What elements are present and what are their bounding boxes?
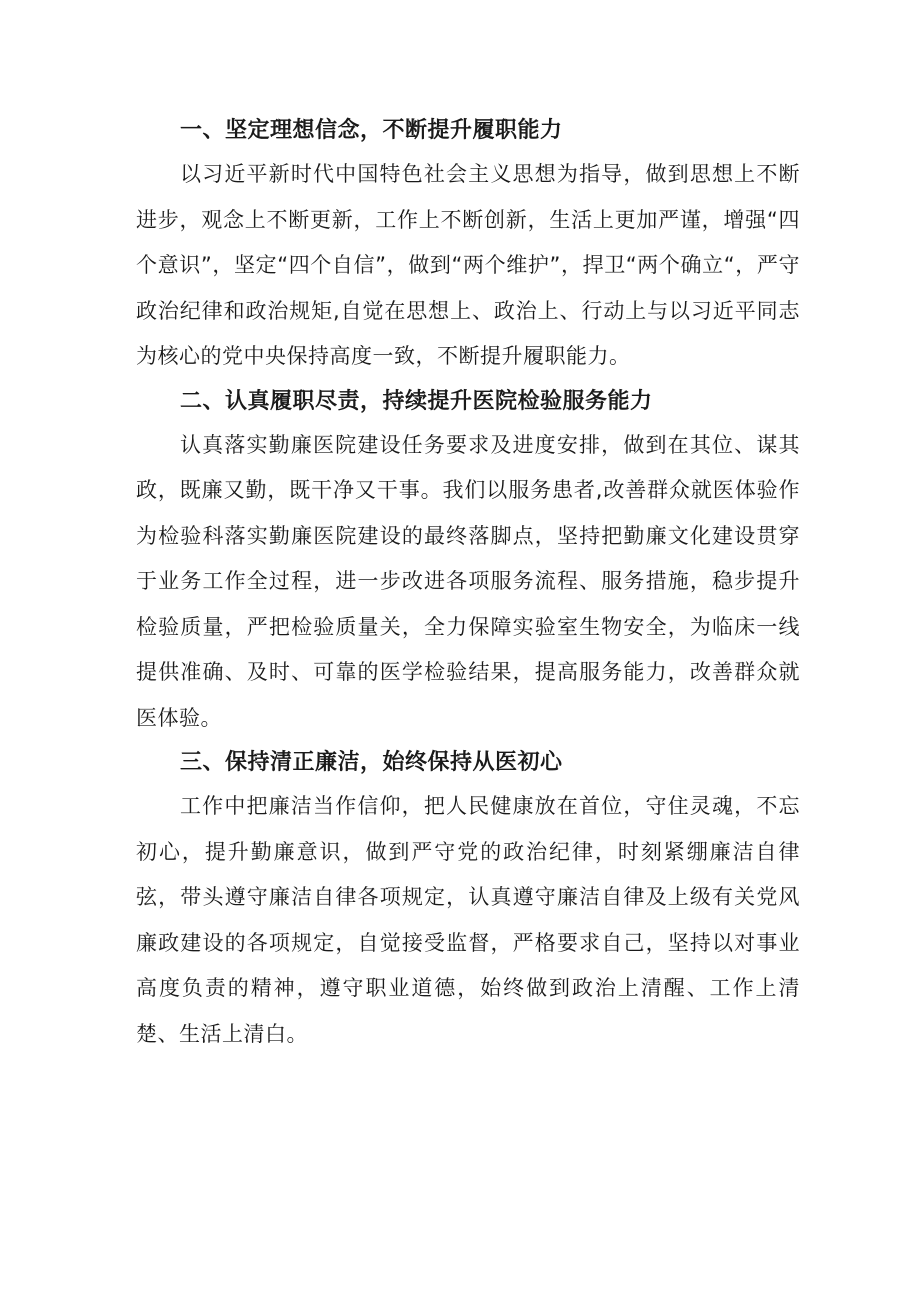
section-3 — [136, 741, 800, 1057]
section-heading: 二、认真履职尽责，持续提升医院检验服务能力 — [180, 388, 653, 414]
section-paragraph: 以习近平新时代中国特色社会主义思想为指导，做到思想上不断进步，观念上不断更新，工作上不断创新，生活上更加严谨，增强“四个意识”，坚定“四个自信”，做到“两个维护”，捍卫“两个确立“，严守政治纪律和政治规矩,自觉在思想上、政治上、行动上与以习近平同志为核心的党中央保持高度一致，不断提升履职能力。 — [136, 162, 800, 368]
section-heading: 三、保持清正廉洁，始终保持从医初心 — [180, 750, 563, 775]
section-heading: 一、坚定理想信念，不断提升履职能力 — [180, 118, 563, 143]
section-paragraph: 工作中把廉洁当作信仰，把人民健康放在首位，守住灵魂，不忘初心，提升勤廉意识，做到严守党的政治纪律，时刻紧绷廉洁自律弦，带头遵守廉洁自律各项规定，认真遵守廉洁自律及上级有关党风廉政建设的各项规定，自觉接受监督，严格要求自己，坚持以对事业高度负责的精神，遵守职业道德，始终做到政治上清醒、工作上清楚、生活上清白。 — [136, 794, 800, 1046]
document-body — [136, 109, 800, 1057]
section-paragraph: 认真落实勤廉医院建设任务要求及进度安排，做到在其位、谋其政，既廉又勤，既干净又干事。我们以服务患者,改善群众就医体验作为检验科落实勤廉医院建设的最终落脚点，坚持把勤廉文化建设贯穿于业务工作全过程，进一步改进各项服务流程、服务措施，稳步提升检验质量，严把检验质量关，全力保障实验室生物安全，为临床一线提供准确、及时、可靠的医学检验结果，提高服务能力，改善群众就医体验。 — [136, 432, 800, 730]
section-2 — [136, 380, 800, 742]
section-1 — [136, 109, 800, 380]
